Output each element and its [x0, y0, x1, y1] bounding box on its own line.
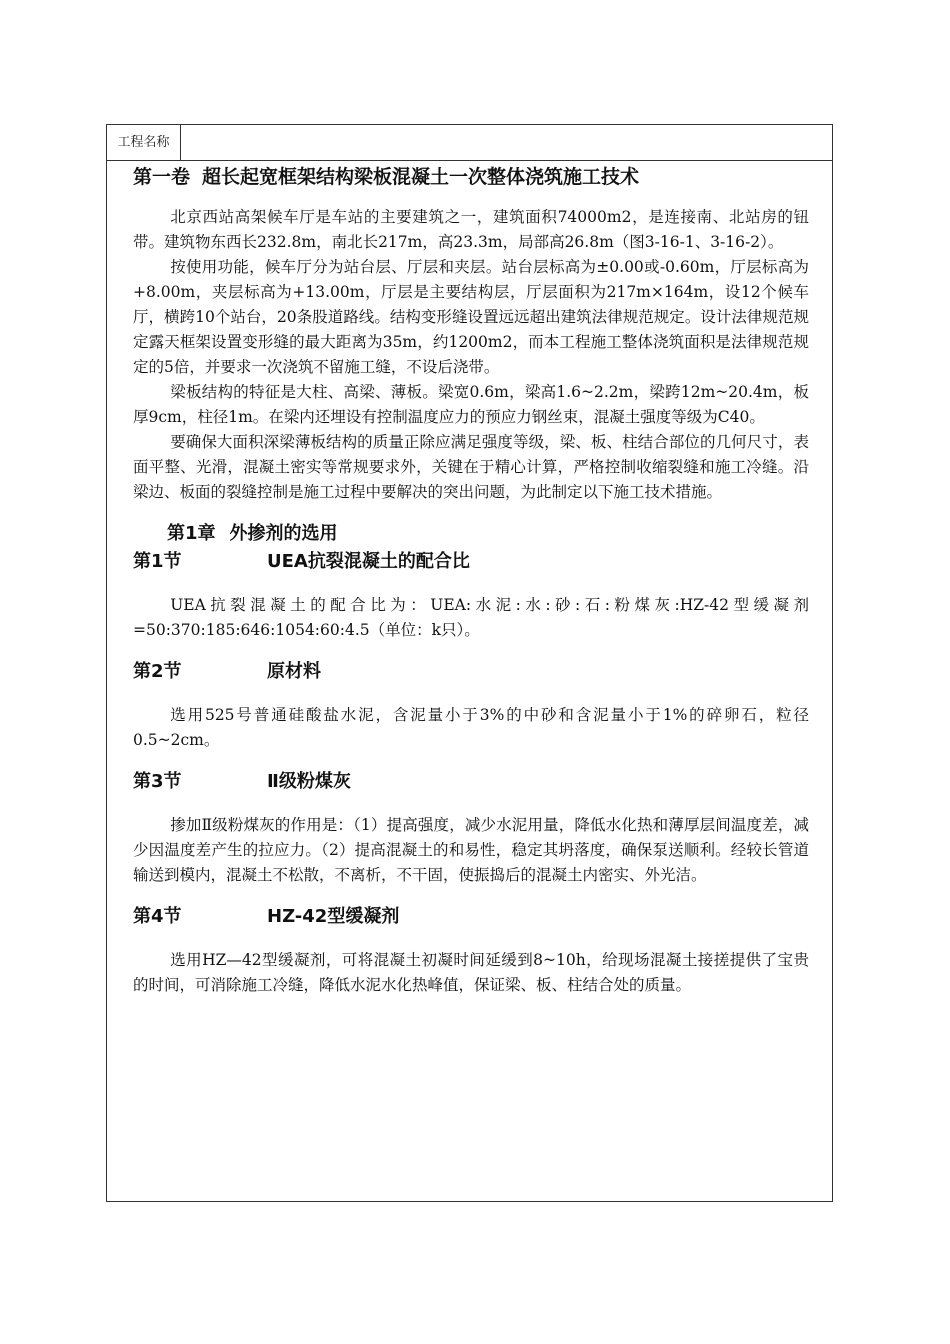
section-heading-1: [133, 549, 809, 575]
chapter-heading: [167, 521, 809, 547]
intro-paragraph: 按使用功能，候车厅分为站台层、厅层和夹层。站台层标高为±0.00或-0.60m，厅层标高为+8.00m，夹层标高为+13.00m，厅层是主要结构层，厅层面积为217m×164m，设12个候车厅，横跨10个站台，20条股道路线。结构变形缝设置远远超出建筑法律规范规定。设计法律规范规定露天框架设置变形缝的最大距离为35m，约1200m2，而本工程施工整体浇筑面积是法律规范规定的5倍，并要求一次浇筑不留施工缝，不设后浇带。: [133, 258, 809, 376]
section-heading-4: [133, 904, 809, 930]
intro-paragraph: 要确保大面积深梁薄板结构的质量正除应满足强度等级，梁、板、柱结合部位的几何尺寸，表面平整、光滑，混凝土密实等常规要求外，关键在于精心计算，严格控制收缩裂缝和施工冷缝。沿梁边、板面的裂缝控制是施工过程中要解决的突出问题，为此制定以下施工技术措施。: [133, 433, 809, 501]
section-heading-2: [133, 659, 809, 685]
section-paragraph: 选用525号普通硅酸盐水泥，含泥量小于3%的中砂和含泥量小于1%的碎卵石，粒径0.5~2cm。: [133, 706, 809, 749]
project-name-label: 工程名称: [107, 125, 181, 160]
section-paragraph: UEA抗裂混凝土的配合比为：UEA:水泥:水:砂:石:粉煤灰:HZ-42型缓凝剂=50:370:185:646:1054:60:4.5（单位：k只）。: [133, 596, 809, 639]
intro-paragraph: 梁板结构的特征是大柱、高梁、薄板。梁宽0.6m，梁高1.6~2.2m，梁跨12m~20.4m，板厚9cm，柱径1m。在梁内还埋设有控制温度应力的预应力钢丝束，混凝土强度等级为C40。: [133, 383, 809, 426]
section-paragraph: 掺加Ⅱ级粉煤灰的作用是：（1）提高强度，减少水泥用量，降低水化热和薄厚层间温度差，减少因温度差产生的拉应力。（2）提高混凝土的和易性，稳定其坍落度，确保泵送顺利。经较长管道输送到模内，混凝土不松散，不离析，不干固，使振捣后的混凝土内密实、外光洁。: [133, 816, 809, 884]
section-number: 第3节: [133, 771, 182, 792]
volume-title-text: 超长起宽框架结构梁板混凝土一次整体浇筑施工技术: [202, 166, 640, 188]
section-title: UEA抗裂混凝土的配合比: [267, 551, 470, 572]
section-title: 原材料: [267, 661, 321, 682]
section-number: 第1节: [133, 551, 182, 572]
header-row: [107, 125, 832, 161]
volume-prefix: 第一卷: [133, 166, 191, 188]
section-heading-3: [133, 769, 809, 795]
chapter-number: 第1章: [167, 523, 216, 544]
section-number: 第2节: [133, 661, 182, 682]
section-title: Ⅱ级粉煤灰: [267, 771, 351, 792]
section-paragraph: 选用HZ—42型缓凝剂，可将混凝土初凝时间延缓到8~10h，给现场混凝土接搓提供了宝贵的时间，可消除施工冷缝，降低水泥水化热峰值，保证梁、板、柱结合处的质量。: [133, 951, 809, 994]
section-number: 第4节: [133, 906, 182, 927]
intro-paragraph: 北京西站高架候车厅是车站的主要建筑之一，建筑面积74000m2，是连接南、北站房的钮带。建筑物东西长232.8m，南北长217m，高23.3m，局部高26.8m（图3-16-1、3-16-2）。: [133, 208, 809, 251]
section-title: HZ-42型缓凝剂: [267, 906, 400, 927]
document-content: [133, 163, 809, 998]
volume-title: [133, 163, 809, 191]
chapter-title: 外掺剂的选用: [229, 523, 338, 544]
document-frame: [106, 124, 833, 1202]
